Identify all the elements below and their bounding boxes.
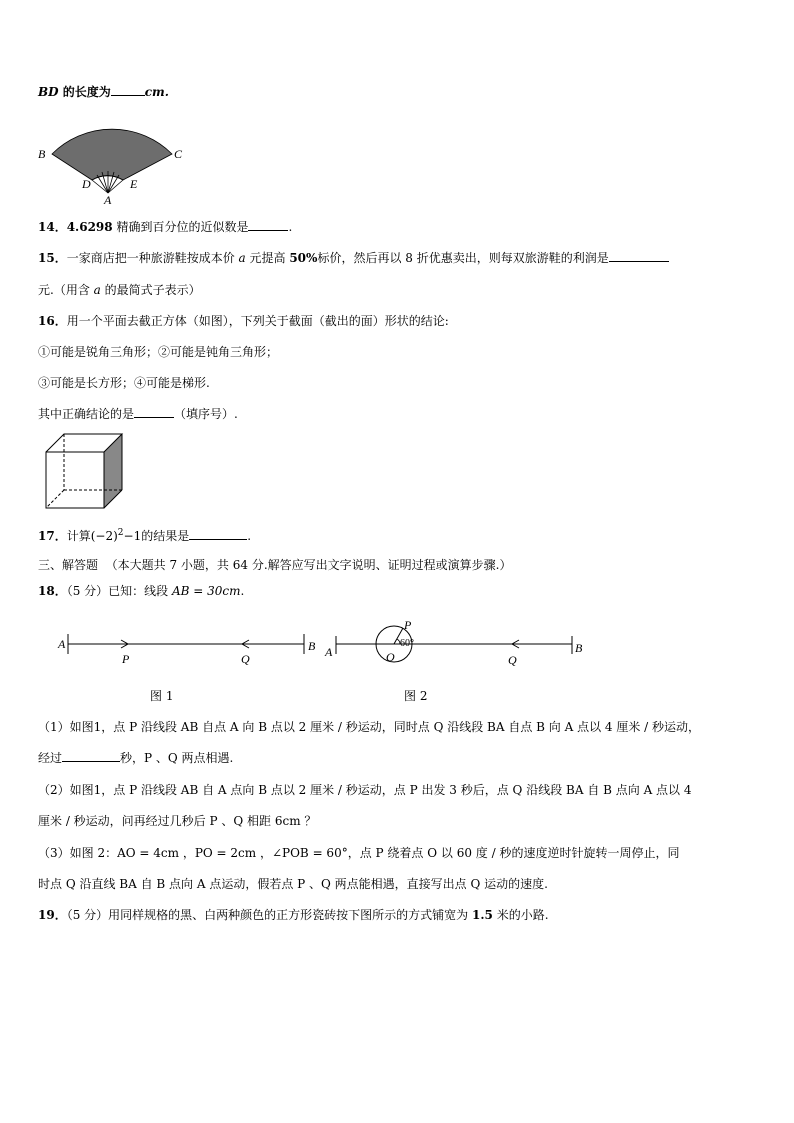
- fig2-label-O: O: [386, 650, 395, 664]
- question-14: 14．4.6298 精确到百分位的近似数是 .: [38, 220, 293, 234]
- figure-2-caption: 图 2: [404, 689, 428, 703]
- fig1-label-B: B: [308, 639, 316, 653]
- question-15-line2: 元.（用含 a 的最简式子表示）: [38, 283, 201, 297]
- q13-tail: BD 的长度为 cm.: [38, 85, 169, 99]
- answer-blank: [189, 527, 247, 540]
- fan-figure: [36, 108, 196, 208]
- q18-part1-line1: （1）如图1，点 P 沿线段 AB 自点 A 向 B 点以 2 厘米 / 秒运动，同时点 Q 沿线段 BA 自点 B 向 A 点以 4 厘米 / 秒运动，: [38, 720, 701, 734]
- question-16-line2: ①可能是锐角三角形；②可能是钝角三角形；: [38, 345, 279, 359]
- figure-1: [56, 626, 326, 676]
- question-16-line1: 16．用一个平面去截正方体（如图），下列关于截面（截出的面）形状的结论:: [38, 314, 449, 328]
- fig2-label-A: A: [325, 645, 333, 659]
- answer-blank: [111, 83, 145, 96]
- question-16-line4: 其中正确结论的是 （填序号）.: [38, 407, 238, 421]
- q18-part3-line2: 时点 Q 沿直线 BA 自 B 点向 A 点运动，假若点 P 、Q 两点能相遇，直接写出点 Q 运动的速度.: [38, 877, 548, 891]
- question-19: 19．（5 分）用同样规格的黑、白两种颜色的正方形瓷砖按下图所示的方式铺宽为 1.5 米的小路.: [38, 908, 549, 922]
- label-C: C: [174, 147, 183, 161]
- label-B: B: [38, 147, 46, 161]
- fig2-label-B: B: [575, 641, 583, 655]
- cube-figure: [44, 432, 134, 512]
- answer-blank: [609, 249, 669, 262]
- question-17: 17．计算$(-2)^2-1$的结果是 .: [38, 528, 252, 543]
- label-A: A: [104, 193, 112, 207]
- question-18-head: 18．（5 分）已知：线段 AB = 30cm.: [38, 584, 245, 598]
- fig2-label-P: P: [404, 618, 412, 632]
- q18-part1-line2: 经过 秒，P 、Q 两点相遇.: [38, 751, 234, 765]
- answer-blank: [134, 405, 174, 418]
- fig2-label-Q: Q: [508, 653, 517, 667]
- section-3-header: 三、解答题 （本大题共 7 小题，共 64 分.解答应写出文字说明、证明过程或演算步骤.）: [38, 558, 512, 572]
- question-15-line1: 15．一家商店把一种旅游鞋按成本价 a 元提高 50%标价，然后再以 8 折优惠卖出，则每双旅游鞋的利润是: [38, 249, 669, 267]
- fig1-label-P: P: [122, 652, 130, 666]
- question-16-line3: ③可能是长方形；④可能是梯形.: [38, 376, 210, 390]
- figure-2: [322, 618, 592, 678]
- label-E: E: [130, 177, 138, 191]
- answer-blank: [248, 218, 288, 231]
- fig2-angle-label: 60°: [400, 638, 414, 649]
- q18-part2-line1: （2）如图1，点 P 沿线段 AB 自 A 点向 B 点以 2 厘米 / 秒运动，点 P 出发 3 秒后，点 Q 沿线段 BA 自 B 点向 A 点以 4: [38, 783, 692, 797]
- q18-part3-line1: （3）如图 2：AO = 4cm ，PO = 2cm ，∠POB = 60°，点 P 绕着点 O 以 60 度 / 秒的速度逆时针旋转一周停止，同: [38, 846, 680, 860]
- fig1-label-A: A: [58, 637, 66, 651]
- figure-1-caption: 图 1: [150, 689, 174, 703]
- q18-part2-line2: 厘米 / 秒运动，问再经过几秒后 P 、Q 相距 6cm ？: [38, 814, 317, 828]
- label-D: D: [82, 177, 91, 191]
- answer-blank: [62, 749, 120, 762]
- fig1-label-Q: Q: [241, 652, 250, 666]
